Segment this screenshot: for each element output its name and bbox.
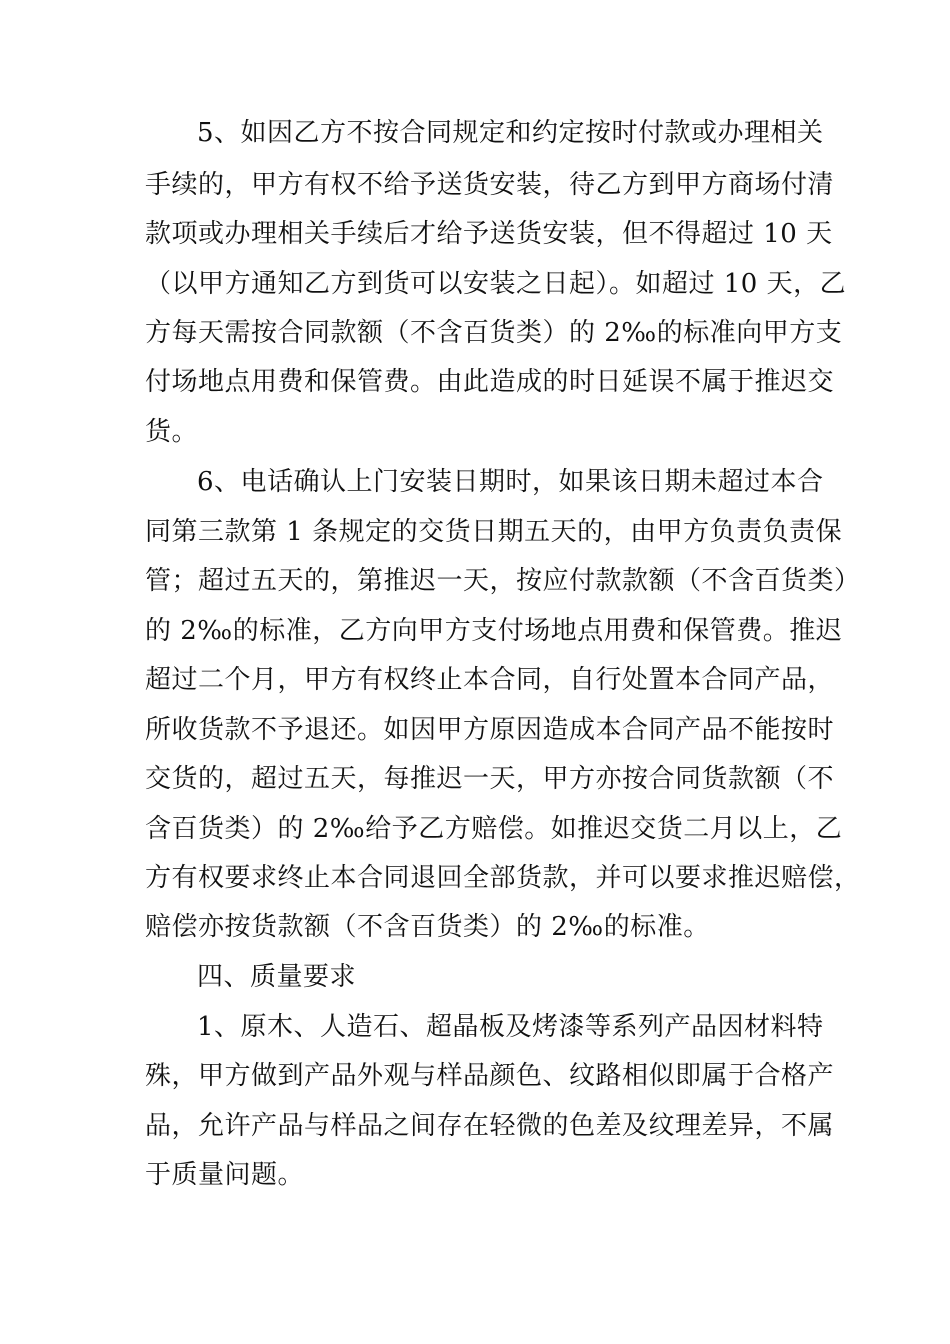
quality-clause-1-line-4: 于质量问题。: [145, 1160, 305, 1190]
clause-6-line-7: 交货的，超过五天，每推迟一天，甲方亦按合同货款额（不: [145, 764, 835, 794]
clause-6-line-4: 的 2‰的标准，乙方向甲方支付场地点用费和保管费。推迟: [145, 616, 843, 646]
clause-5-line-4: （以甲方通知乙方到货可以安装之日起）。如超过 10 天，乙: [145, 269, 847, 299]
clause-6-line-3: 管；超过五天的，第推迟一天，按应付款款额（不含百货类）: [145, 566, 861, 596]
clause-5-line-5: 方每天需按合同款额（不含百货类）的 2‰的标准向甲方支: [145, 318, 843, 348]
quality-clause-1-line-3: 品，允许产品与样品之间存在轻微的色差及纹理差异，不属: [145, 1111, 835, 1141]
clause-6-line-6: 所收货款不予退还。如因甲方原因造成本合同产品不能按时: [145, 715, 835, 745]
quality-clause-1-line-1: 1、原木、人造石、超晶板及烤漆等系列产品因材料特: [197, 1012, 824, 1042]
clause-5-line-7: 货。: [145, 417, 199, 447]
clause-5-line-2: 手续的，甲方有权不给予送货安装，待乙方到甲方商场付清: [145, 170, 835, 200]
clause-5-line-1: 5、如因乙方不按合同规定和约定按时付款或办理相关: [197, 118, 824, 148]
section-heading: 四、质量要求: [197, 962, 357, 992]
clause-6-line-8: 含百货类）的 2‰给予乙方赔偿。如推迟交货二月以上，乙: [145, 814, 843, 844]
clause-6-line-2: 同第三款第 1 条规定的交货日期五天的，由甲方负责负责保: [145, 517, 843, 547]
quality-clause-1-line-2: 殊，甲方做到产品外观与样品颜色、纹路相似即属于合格产: [145, 1061, 835, 1091]
clause-6-line-10: 赔偿亦按货款额（不含百货类）的 2‰的标准。: [145, 912, 710, 942]
clause-6-line-5: 超过二个月，甲方有权终止本合同，自行处置本合同产品，: [145, 665, 835, 695]
clause-6-line-1: 6、电话确认上门安装日期时，如果该日期未超过本合: [197, 467, 824, 497]
clause-5-line-3: 款项或办理相关手续后才给予送货安装，但不得超过 10 天: [145, 219, 833, 249]
clause-5-line-6: 付场地点用费和保管费。由此造成的时日延误不属于推迟交: [145, 367, 835, 397]
clause-6-line-9: 方有权要求终止本合同退回全部货款，并可以要求推迟赔偿，: [145, 863, 861, 893]
